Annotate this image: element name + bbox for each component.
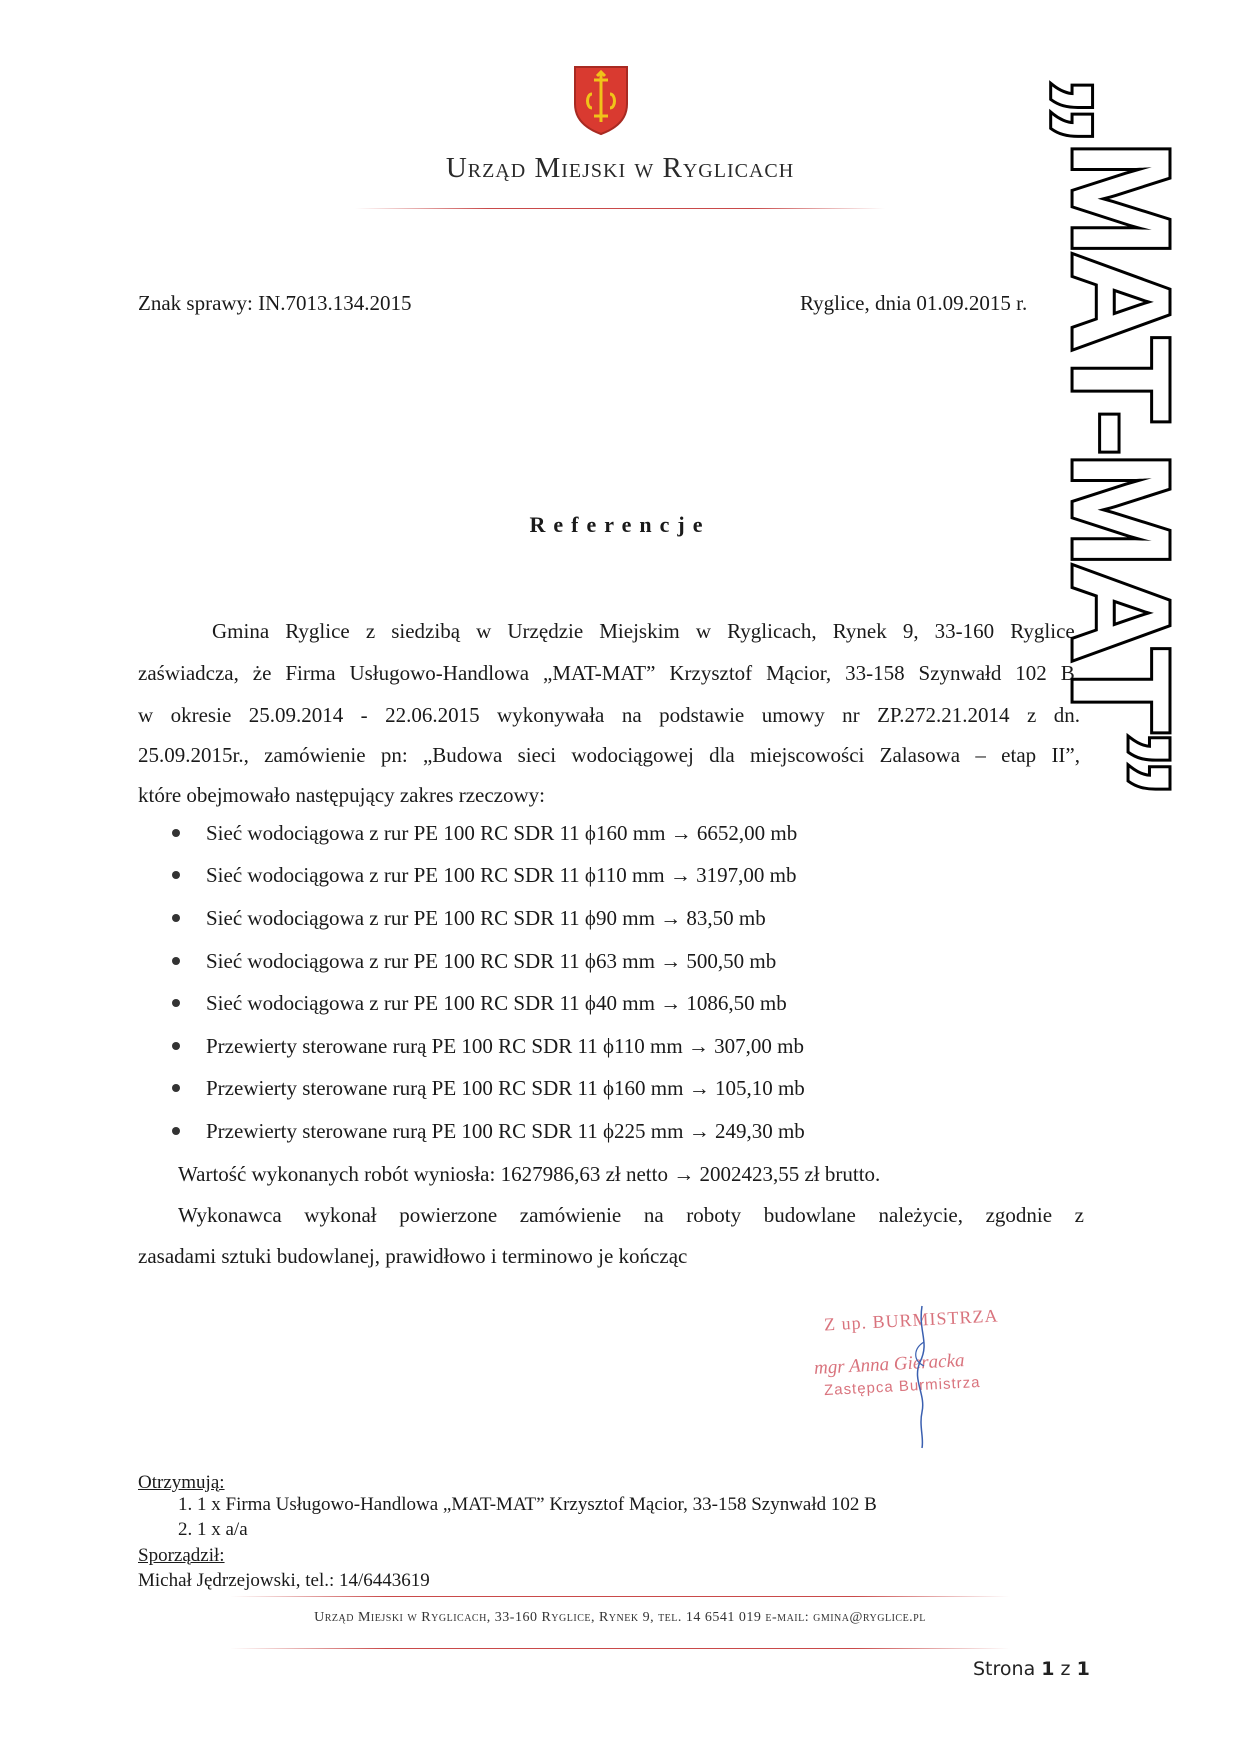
list-item-text: Sieć wodociągowa z rur PE 100 RC SDR 11 ϕ160 mm → 6652,00 mb — [206, 821, 798, 845]
bullet-icon — [172, 1127, 180, 1135]
list-item-text: Przewierty sterowane rurą PE 100 RC SDR 11 ϕ110 mm → 307,00 mb — [206, 1034, 805, 1058]
list-item-text: Przewierty sterowane rurą PE 100 RC SDR 11 ϕ225 mm → 249,30 mb — [206, 1119, 805, 1143]
list-item-text: Sieć wodociągowa z rur PE 100 RC SDR 11 ϕ63 mm → 500,50 mb — [206, 949, 777, 973]
list-item-text: Sieć wodociągowa z rur PE 100 RC SDR 11 ϕ40 mm → 1086,50 mb — [206, 991, 787, 1015]
footer-divider — [230, 1648, 1010, 1649]
recipient-item: 2. 1 x a/a — [178, 1519, 248, 1540]
case-number: Znak sprawy: IN.7013.134.2015 — [138, 291, 412, 315]
stamp-line: Zastępca Burmistrza — [823, 1373, 981, 1400]
coat-of-arms-icon — [572, 64, 630, 136]
list-item — [172, 1034, 804, 1059]
signature-icon — [892, 1302, 952, 1452]
list-item — [172, 863, 796, 888]
list-item — [172, 991, 787, 1016]
prepared-by-name: Michał Jędrzejowski, tel.: 14/6443619 — [138, 1570, 430, 1591]
page-sep: z — [1060, 1658, 1071, 1680]
list-item — [172, 821, 797, 846]
footer-address: Urząd Miejski w Ryglicach, 33-160 Ryglice, Rynek 9, tel. 14 6541 019 e-mail: gmina@ryglice.pl — [314, 1610, 926, 1625]
total-value: Wartość wykonanych robót wyniosła: 1627986,63 zł netto → 2002423,55 zł brutto. — [178, 1162, 881, 1186]
bullet-icon — [172, 999, 180, 1007]
bullet-icon — [172, 1042, 180, 1050]
paragraph-line: Gmina Ryglice z siedzibą w Urzędzie Miejskim w Ryglicach, Rynek 9, 33-160 Ryglice, — [212, 619, 1080, 643]
paragraph-line: w okresie 25.09.2014 - 22.06.2015 wykonywała na podstawie umowy nr ZP.272.21.2014 z dn. — [138, 703, 1080, 727]
list-item-text: Sieć wodociągowa z rur PE 100 RC SDR 11 ϕ90 mm → 83,50 mb — [206, 906, 766, 930]
paragraph-line: Wykonawca wykonał powierzone zamówienie na roboty budowlane należycie, zgodnie z — [178, 1203, 1084, 1227]
bullet-icon — [172, 957, 180, 965]
list-item-text: Sieć wodociągowa z rur PE 100 RC SDR 11 ϕ110 mm → 3197,00 mb — [206, 863, 797, 887]
recipients-heading: Otrzymują: — [138, 1472, 225, 1493]
list-item — [172, 1119, 805, 1144]
company-watermark-logo — [1040, 10, 1198, 860]
page-current: 1 — [1041, 1658, 1055, 1680]
page-total: 1 — [1076, 1658, 1090, 1680]
page-counter — [973, 1658, 1090, 1680]
signature-stamp — [814, 1302, 1034, 1452]
office-name: Urząd Miejski w Ryglicach — [445, 152, 795, 184]
stamp-line: mgr Anna Gieracka — [813, 1350, 965, 1379]
bullet-icon — [172, 914, 180, 922]
bullet-icon — [172, 871, 180, 879]
page-label: Strona — [973, 1658, 1036, 1680]
bullet-icon — [172, 1084, 180, 1092]
paragraph-line: 25.09.2015r., zamówienie pn: „Budowa sieci wodociągowej dla miejscowości Zalasowa – etap II”, — [138, 743, 1080, 767]
footer-divider — [230, 1596, 1010, 1597]
paragraph-line: zaświadcza, że Firma Usługowo-Handlowa „MAT-MAT” Krzysztof Mącior, 33-158 Szynwałd 102 B, — [138, 661, 1080, 685]
paragraph-line: które obejmowało następujący zakres rzeczowy: — [138, 783, 545, 807]
header-divider — [355, 208, 885, 209]
paragraph-line: zasadami sztuki budowlanej, prawidłowo i terminowo je kończąc — [138, 1244, 688, 1268]
list-item-text: Przewierty sterowane rurą PE 100 RC SDR 11 ϕ160 mm → 105,10 mb — [206, 1076, 805, 1100]
recipient-item: 1. 1 x Firma Usługowo-Handlowa „MAT-MAT” Krzysztof Mącior, 33-158 Szynwałd 102 B — [178, 1494, 877, 1515]
bullet-icon — [172, 829, 180, 837]
document-title: Referencje — [529, 512, 711, 537]
stamp-line: Z up. BURMISTRZA — [823, 1305, 999, 1335]
list-item — [172, 1076, 805, 1101]
list-item — [172, 906, 766, 931]
watermark-text: „MAT-MAT” — [1043, 76, 1198, 794]
prepared-by-heading: Sporządził: — [138, 1545, 225, 1566]
place-date: Ryglice, dnia 01.09.2015 r. — [800, 291, 1028, 315]
list-item — [172, 949, 776, 974]
